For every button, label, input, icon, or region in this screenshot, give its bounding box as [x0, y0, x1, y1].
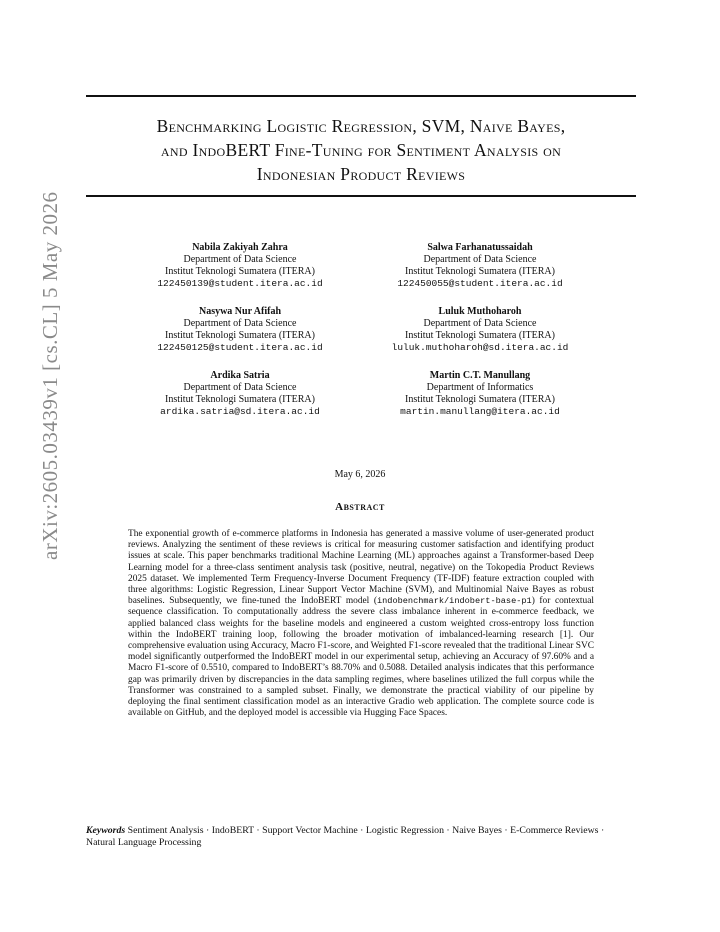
author-email: luluk.muthoharoh@sd.itera.ac.id: [391, 342, 569, 353]
arxiv-identifier: arXiv:2605.03439v1 [cs.CL] 5 May 2026: [38, 191, 62, 560]
author-institution: Institut Teknologi Sumatera (ITERA): [405, 394, 555, 405]
title-line-3: Indonesian Product Reviews: [256, 164, 466, 184]
model-identifier: indobenchmark/indobert-base-p1: [376, 596, 532, 607]
title-line-1: Benchmarking Logistic Regression, SVM, Naive Bayes,: [156, 116, 566, 136]
author-institution: Institut Teknologi Sumatera (ITERA): [165, 394, 315, 405]
abstract-text-part-2: ) for contextual sequence classification. To computationally address the severe class imbalance inherent in e-commerce feedback, we applied balanced class weights for the baseline models and engineered a custom weighted cross-entropy loss function within the IndoBERT training loop, following the broader motivation of imbalanced-learning research [1]. Our comprehensive evaluation using Accuracy, Macro F1-score, and Weighted F1-score revealed that the traditional Linear SVC model significantly outperformed the IndoBERT model in our experimental setup, achieving an Accuracy of 97.60% and a Macro F1-score of 0.5510, compared to IndoBERT’s 88.70% and 0.5088. Detailed analysis indicates that this performance gap was primarily driven by discrepancies in the data sampling regimes, where baselines utilized the full corpus while the Transformer was constrained to a sampled subset. Finally, we demonstrate the practical viability of our pipeline by deploying the final sentiment classification model as an interactive Gradio web application. The complete source code is available on GitHub, and the deployed model is accessible via Hugging Face Spaces.: [128, 596, 595, 719]
author-department: Department of Data Science: [183, 318, 297, 329]
publication-date: May 6, 2026: [334, 469, 386, 480]
abstract-heading: Abstract: [335, 501, 385, 513]
author-block: [120, 242, 360, 290]
author-name: Ardika Satria: [210, 370, 270, 381]
author-list: [120, 242, 600, 418]
title-line-2: and IndoBERT Fine-Tuning for Sentiment Analysis on: [160, 140, 562, 160]
author-block: [360, 370, 600, 418]
author-department: Department of Data Science: [183, 254, 297, 265]
keywords-section: [86, 825, 636, 849]
abstract-body: [128, 529, 594, 719]
title-top-rule: [86, 95, 636, 97]
author-department: Department of Data Science: [183, 382, 297, 393]
abstract-text-part-1: The exponential growth of e-commerce platforms in Indonesia has generated a massive volume of user-generated product reviews. Analyzing the sentiment of these reviews is critical for measuring customer satisfaction and identifying product issues at scale. This paper benchmarks traditional Machine Learning (ML) approaches against a Transformer-based Deep Learning model for a three-class sentiment analysis task (positive, neutral, negative) on the Tokopedia Product Reviews 2025 dataset. We implemented Term Frequency-Inverse Document Frequency (TF-IDF) feature extraction coupled with three algorithms: Logistic Regression, Linear Support Vector Machine (SVM), and Multinomial Naive Bayes as robust baselines. Subsequently, we fine-tuned the IndoBERT model (: [128, 529, 594, 607]
author-department: Department of Data Science: [423, 254, 537, 265]
author-institution: Institut Teknologi Sumatera (ITERA): [405, 266, 555, 277]
author-email: ardika.satria@sd.itera.ac.id: [160, 406, 320, 417]
keywords-label: Keywords: [86, 825, 126, 836]
author-email: 122450055@student.itera.ac.id: [397, 278, 563, 289]
author-name: Nasywa Nur Afifah: [198, 306, 282, 317]
author-institution: Institut Teknologi Sumatera (ITERA): [165, 330, 315, 341]
author-name: Nabila Zakiyah Zahra: [192, 242, 288, 253]
author-block: [360, 242, 600, 290]
author-name: Luluk Muthoharoh: [438, 306, 522, 317]
author-institution: Institut Teknologi Sumatera (ITERA): [405, 330, 555, 341]
author-block: [360, 306, 600, 354]
author-block: [120, 306, 360, 354]
author-block: [120, 370, 360, 418]
keywords-list: Sentiment Analysis · IndoBERT · Support Vector Machine · Logistic Regression · Naive Bayes · E-Commerce Reviews · Natural Language Processing: [86, 825, 605, 848]
paper-title: [86, 114, 636, 186]
author-name: Martin C.T. Manullang: [429, 370, 531, 381]
author-name: Salwa Farhanatussaidah: [427, 242, 533, 253]
author-email: 122450139@student.itera.ac.id: [157, 278, 323, 289]
author-department: Department of Data Science: [423, 318, 537, 329]
author-department: Department of Informatics: [426, 382, 534, 393]
title-bottom-rule: [86, 195, 636, 197]
author-email: martin.manullang@itera.ac.id: [400, 406, 560, 417]
author-institution: Institut Teknologi Sumatera (ITERA): [165, 266, 315, 277]
author-email: 122450125@student.itera.ac.id: [157, 342, 323, 353]
